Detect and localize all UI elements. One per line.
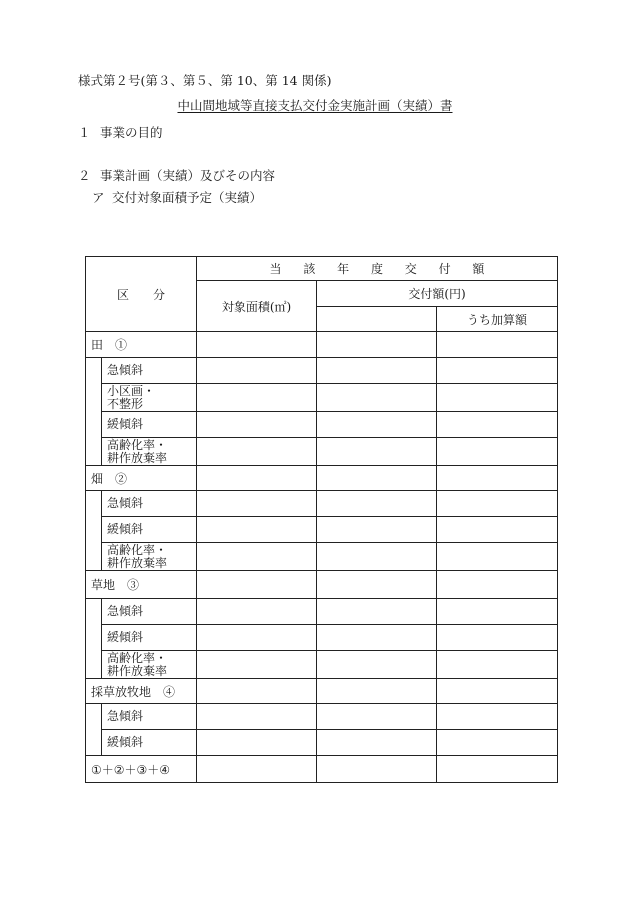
- category-0-area-cell[interactable]: [197, 332, 317, 358]
- subcategory-3-0-addon-cell[interactable]: [437, 704, 558, 730]
- subcategory-3-0-amount-cell[interactable]: [317, 704, 437, 730]
- indent-cell: [86, 358, 102, 384]
- subcategory-row: [86, 543, 558, 571]
- subcategory-3-1-addon-cell[interactable]: [437, 730, 558, 756]
- section-2: [78, 166, 275, 184]
- subcategory-row: [86, 384, 558, 412]
- subcategory-1-1-addon-cell[interactable]: [437, 517, 558, 543]
- category-3-addon-cell[interactable]: [437, 679, 558, 704]
- grant-area-table: [85, 256, 558, 783]
- subcategory-2-0-area-cell[interactable]: [197, 599, 317, 625]
- subcategory-row: [86, 517, 558, 543]
- form-number: 様式第２号(第３、第５、第 10、第 14 関係): [78, 73, 332, 88]
- subcategory-2-1-addon-cell[interactable]: [437, 625, 558, 651]
- indent-cell: [86, 412, 102, 438]
- subcategory-label-line: 高齢化率・: [107, 437, 168, 452]
- subcategory-0-3-area-cell[interactable]: [197, 438, 317, 466]
- subcategory-2-0-amount-cell[interactable]: [317, 599, 437, 625]
- target-area-header: 対象面積(㎡): [197, 281, 317, 332]
- subcategory-1-0-addon-cell[interactable]: [437, 491, 558, 517]
- subcategory-row: [86, 704, 558, 730]
- document-title-text: 中山間地域等直接支払交付金実施計画（実績）書: [177, 98, 453, 113]
- total-amount-cell[interactable]: [317, 756, 437, 783]
- category-label: 草地 ③: [86, 571, 197, 599]
- subcategory-label: [102, 704, 197, 730]
- subcategory-label-line: 高齢化率・: [107, 542, 168, 557]
- subcategory-label-line: 急傾斜: [107, 709, 144, 723]
- category-header: 区 分: [86, 257, 197, 332]
- total-area-cell[interactable]: [197, 756, 317, 783]
- category-label: 畑 ②: [86, 466, 197, 491]
- category-1-area-cell[interactable]: [197, 466, 317, 491]
- subcategory-row: [86, 625, 558, 651]
- category-0-addon-cell[interactable]: [437, 332, 558, 358]
- subcategory-0-2-addon-cell[interactable]: [437, 412, 558, 438]
- indent-cell: [86, 384, 102, 412]
- indent-cell: [86, 625, 102, 651]
- subcategory-label-line: 緩傾斜: [107, 522, 144, 536]
- subcategory-1-2-area-cell[interactable]: [197, 543, 317, 571]
- subcategory-2-2-addon-cell[interactable]: [437, 651, 558, 679]
- subcategory-label-line: 緩傾斜: [107, 735, 144, 749]
- grant-amount-header: 交付額(円): [317, 281, 558, 307]
- subcategory-1-1-amount-cell[interactable]: [317, 517, 437, 543]
- subcategory-label-line: 緩傾斜: [107, 630, 144, 644]
- subcategory-label-line: 緩傾斜: [107, 417, 144, 431]
- subcategory-0-0-amount-cell[interactable]: [317, 358, 437, 384]
- indent-cell: [86, 651, 102, 679]
- subcategory-label: [102, 625, 197, 651]
- category-row: [86, 571, 558, 599]
- subcategory-row: [86, 599, 558, 625]
- subcategory-1-2-amount-cell[interactable]: [317, 543, 437, 571]
- subcategory-3-1-area-cell[interactable]: [197, 730, 317, 756]
- subcategory-1-1-area-cell[interactable]: [197, 517, 317, 543]
- section-1-label: 事業の目的: [100, 125, 163, 140]
- category-0-amount-cell[interactable]: [317, 332, 437, 358]
- category-label: 田 ①: [86, 332, 197, 358]
- subcategory-label-line: 耕作放棄率: [107, 663, 168, 678]
- category-row: [86, 679, 558, 704]
- indent-cell: [86, 517, 102, 543]
- subcategory-label-line: 不整形: [107, 396, 144, 411]
- indent-cell: [86, 730, 102, 756]
- subcategory-label: [102, 438, 197, 466]
- section-2-number: ２: [78, 168, 91, 183]
- table-header-row-1: [86, 257, 558, 281]
- subsection-a-number: ア: [92, 190, 105, 205]
- category-2-addon-cell[interactable]: [437, 571, 558, 599]
- category-2-amount-cell[interactable]: [317, 571, 437, 599]
- category-2-area-cell[interactable]: [197, 571, 317, 599]
- subcategory-label: [102, 517, 197, 543]
- section-2-label: 事業計画（実績）及びその内容: [100, 168, 276, 183]
- subcategory-label-line: 急傾斜: [107, 496, 144, 510]
- subcategory-3-0-area-cell[interactable]: [197, 704, 317, 730]
- category-1-amount-cell[interactable]: [317, 466, 437, 491]
- subcategory-2-2-area-cell[interactable]: [197, 651, 317, 679]
- total-label: ①＋②＋③＋④: [86, 756, 197, 783]
- subcategory-2-0-addon-cell[interactable]: [437, 599, 558, 625]
- subcategory-label-line: 高齢化率・: [107, 650, 168, 665]
- subcategory-0-0-area-cell[interactable]: [197, 358, 317, 384]
- category-3-area-cell[interactable]: [197, 679, 317, 704]
- subcategory-label: [102, 543, 197, 571]
- document-title: [0, 96, 630, 114]
- subcategory-label: [102, 412, 197, 438]
- subsection-a: [92, 188, 262, 206]
- subcategory-0-2-area-cell[interactable]: [197, 412, 317, 438]
- subcategory-1-0-amount-cell[interactable]: [317, 491, 437, 517]
- addon-amount-header: うち加算額: [437, 307, 558, 332]
- subcategory-0-3-amount-cell[interactable]: [317, 438, 437, 466]
- subcategory-label: [102, 384, 197, 412]
- category-1-addon-cell[interactable]: [437, 466, 558, 491]
- subcategory-2-2-amount-cell[interactable]: [317, 651, 437, 679]
- total-addon-cell[interactable]: [437, 756, 558, 783]
- subcategory-label-line: 急傾斜: [107, 604, 144, 618]
- subcategory-3-1-amount-cell[interactable]: [317, 730, 437, 756]
- subcategory-2-1-area-cell[interactable]: [197, 625, 317, 651]
- indent-cell: [86, 543, 102, 571]
- subcategory-label: [102, 358, 197, 384]
- indent-cell: [86, 491, 102, 517]
- grant-amount-subheader-blank: [317, 307, 437, 332]
- subcategory-row: [86, 730, 558, 756]
- section-1: [78, 123, 163, 141]
- subcategory-label-line: 小区画・: [107, 383, 156, 398]
- subcategory-1-2-addon-cell[interactable]: [437, 543, 558, 571]
- subcategory-0-1-area-cell[interactable]: [197, 384, 317, 412]
- subcategory-row: [86, 412, 558, 438]
- indent-cell: [86, 599, 102, 625]
- category-row: [86, 332, 558, 358]
- indent-cell: [86, 438, 102, 466]
- subcategory-label: [102, 599, 197, 625]
- subcategory-row: [86, 438, 558, 466]
- subcategory-row: [86, 651, 558, 679]
- subcategory-row: [86, 491, 558, 517]
- current-year-grant-header: 当 該 年 度 交 付 額: [197, 257, 558, 281]
- subcategory-0-1-amount-cell[interactable]: [317, 384, 437, 412]
- subcategory-label: [102, 491, 197, 517]
- indent-cell: [86, 704, 102, 730]
- subcategory-1-0-area-cell[interactable]: [197, 491, 317, 517]
- subcategory-label: [102, 730, 197, 756]
- subcategory-0-3-addon-cell[interactable]: [437, 438, 558, 466]
- subcategory-row: [86, 358, 558, 384]
- subsection-a-label: 交付対象面積予定（実績）: [112, 190, 263, 205]
- subcategory-0-2-amount-cell[interactable]: [317, 412, 437, 438]
- subcategory-2-1-amount-cell[interactable]: [317, 625, 437, 651]
- category-3-amount-cell[interactable]: [317, 679, 437, 704]
- category-label: 採草放牧地 ④: [86, 679, 197, 704]
- subcategory-label-line: 耕作放棄率: [107, 450, 168, 465]
- subcategory-0-1-addon-cell[interactable]: [437, 384, 558, 412]
- subcategory-label: [102, 651, 197, 679]
- category-row: [86, 466, 558, 491]
- total-row: [86, 756, 558, 783]
- section-1-number: １: [78, 125, 91, 140]
- subcategory-0-0-addon-cell[interactable]: [437, 358, 558, 384]
- subcategory-label-line: 急傾斜: [107, 363, 144, 377]
- subcategory-label-line: 耕作放棄率: [107, 555, 168, 570]
